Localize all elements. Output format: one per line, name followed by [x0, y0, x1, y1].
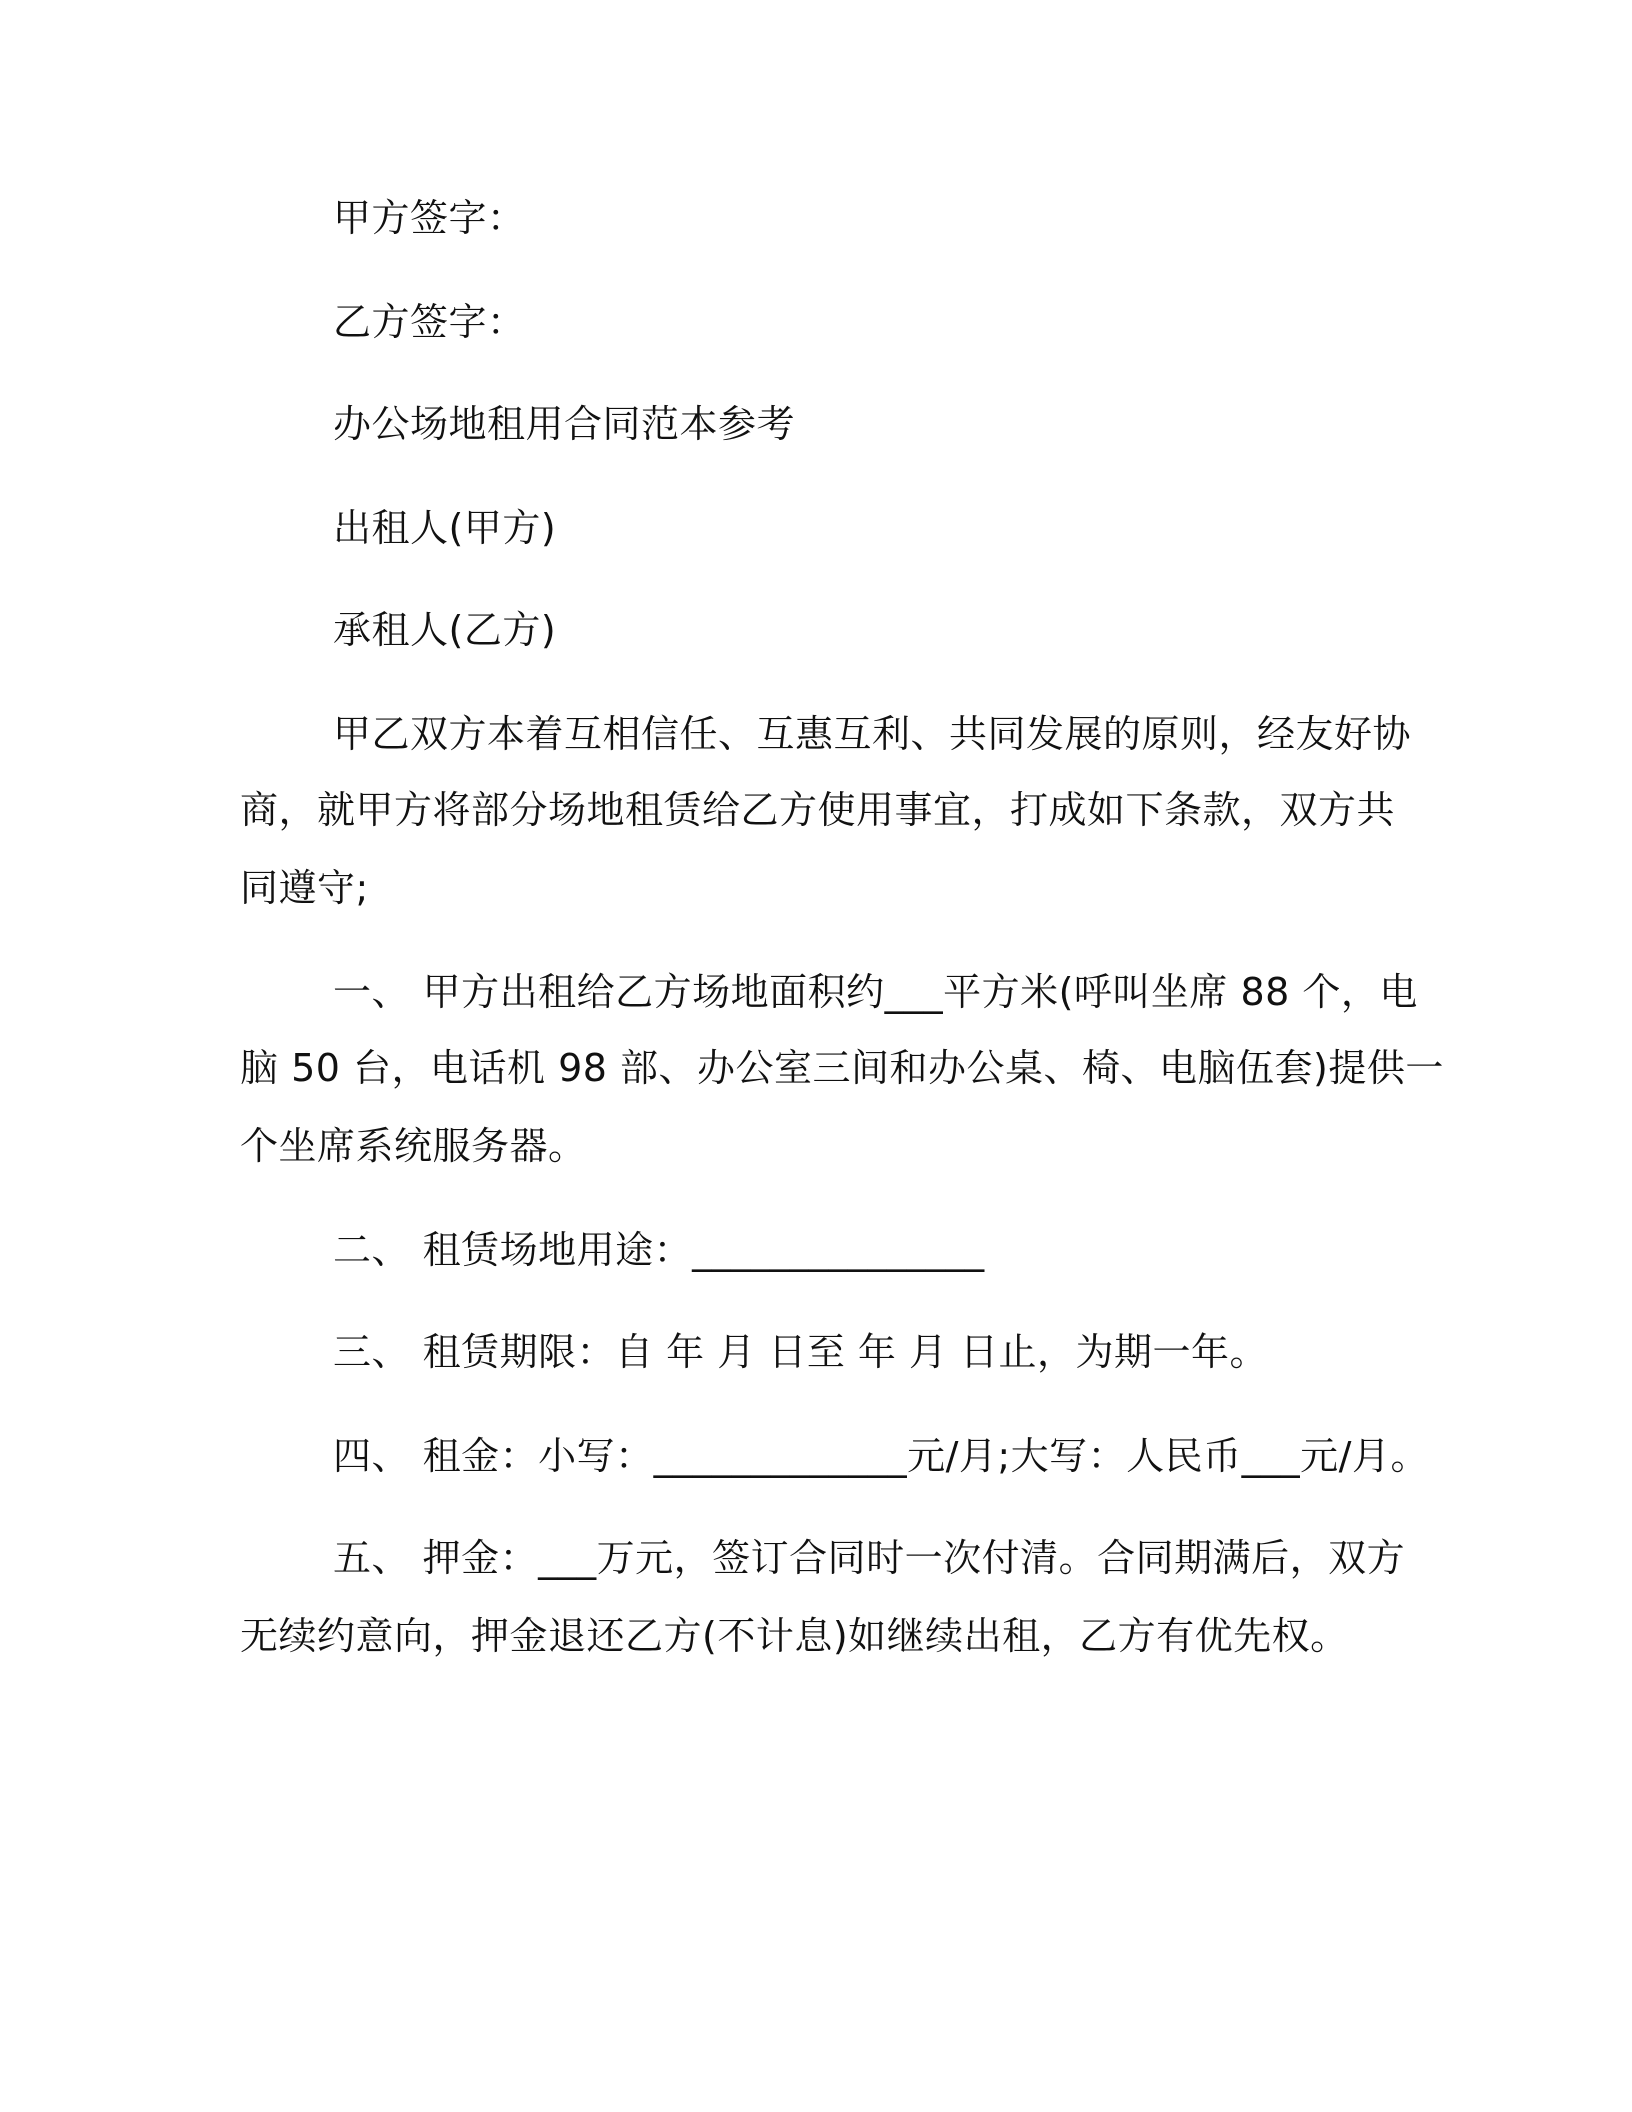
clause-4: 四、 租金：小写：_____________元/月;大写：人民币___元/月。 [333, 1434, 1429, 1478]
clause-1-line: 一、 甲方出租给乙方场地面积约___平方米(呼叫坐席 88 个，电 [333, 970, 1418, 1014]
clause-2: 二、 租赁场地用途：_______________ [333, 1228, 985, 1272]
lessor-label: 出租人(甲方) [333, 506, 557, 550]
party-a-signature: 甲方签字： [333, 196, 526, 240]
document-title: 办公场地租用合同范本参考 [333, 402, 796, 446]
clause-1-line: 个坐席系统服务器。 [240, 1124, 587, 1168]
preamble-line: 商，就甲方将部分场地租赁给乙方使用事宜，打成如下条款，双方共 [240, 788, 1396, 832]
preamble-line: 同遵守; [240, 866, 369, 910]
preamble-line: 甲乙双方本着互相信任、互惠互利、共同发展的原则，经友好协 [333, 712, 1412, 756]
clause-5-line: 五、 押金：___万元，签订合同时一次付清。合同期满后，双方 [333, 1536, 1406, 1580]
party-b-signature: 乙方签字： [333, 300, 526, 344]
lessee-label: 承租人(乙方) [333, 608, 557, 652]
clause-1-line: 脑 50 台，电话机 98 部、办公室三间和办公桌、椅、电脑伍套)提供一 [240, 1046, 1444, 1090]
clause-3: 三、 租赁期限：自 年 月 日至 年 月 日止，为期一年。 [333, 1330, 1269, 1374]
clause-5-line: 无续约意向，押金退还乙方(不计息)如继续出租，乙方有优先权。 [240, 1614, 1349, 1658]
